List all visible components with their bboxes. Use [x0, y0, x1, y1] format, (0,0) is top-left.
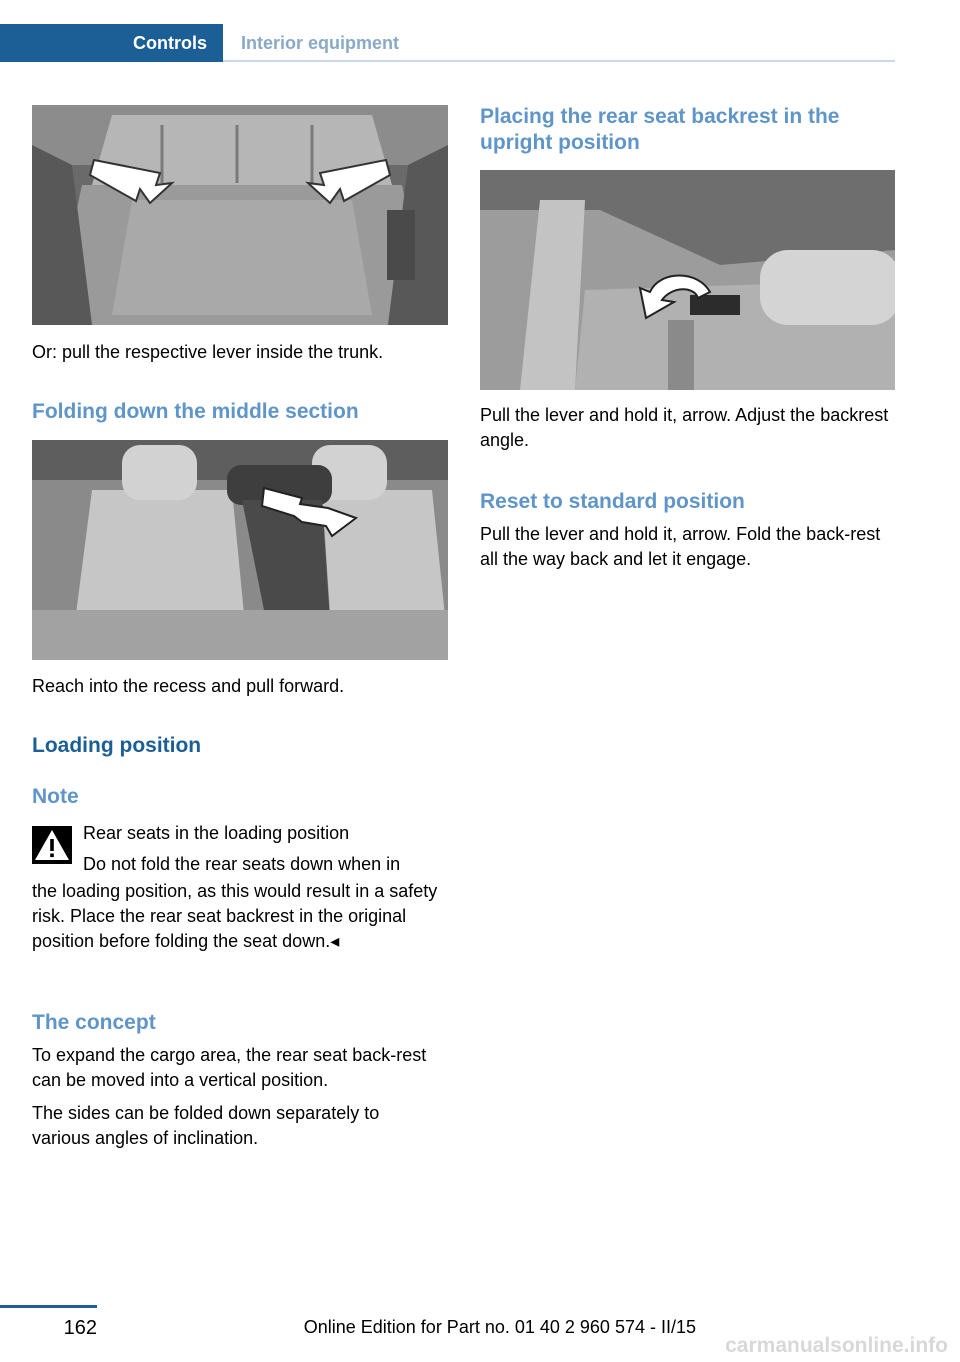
warning-triangle-icon	[32, 826, 72, 864]
edition-line: Online Edition for Part no. 01 40 2 960 574 - II/15	[303, 1317, 696, 1337]
concept-paragraph-1: To expand the cargo area, the rear seat back-rest can be moved into a vertical position.	[32, 1045, 427, 1090]
heading-upright-position: Placing the rear seat backrest in the upright position	[480, 105, 840, 154]
note-title: Rear seats in the loading position	[83, 823, 350, 843]
chapter-tab[interactable]: Controls	[0, 24, 223, 62]
concept-paragraph-2: The sides can be folded down separately to various angles of inclination.	[32, 1103, 380, 1148]
middle-section-photo	[32, 440, 448, 660]
watermark: carmanualsonline.info	[725, 1334, 948, 1357]
section-title: Interior equipment	[241, 33, 400, 53]
heading-reset-standard: Reset to standard position	[480, 490, 745, 513]
note-line-1: Do not fold the rear seats down when in	[83, 854, 401, 874]
page-number: 162	[63, 1317, 97, 1339]
heading-loading-position: Loading position	[32, 734, 202, 757]
footer-rule	[0, 1305, 97, 1308]
reset-text: Pull the lever and hold it, arrow. Fold the back-rest all the way back and let it engage.	[480, 524, 881, 569]
caption-recess: Reach into the recess and pull forward.	[32, 676, 345, 696]
heading-note: Note	[32, 785, 79, 808]
heading-concept: The concept	[32, 1011, 156, 1034]
note-body: the loading position, as this would result in a safety risk. Place the rear seat backrest in the original position before folding the seat down.◂	[32, 881, 438, 951]
heading-folding-middle: Folding down the middle section	[32, 400, 359, 423]
caption-lever: Pull the lever and hold it, arrow. Adjust the backrest angle.	[480, 405, 889, 450]
backrest-lever-photo	[480, 170, 895, 390]
caption-trunk-lever: Or: pull the respective lever inside the trunk.	[32, 342, 384, 362]
trunk-levers-photo	[32, 105, 448, 325]
